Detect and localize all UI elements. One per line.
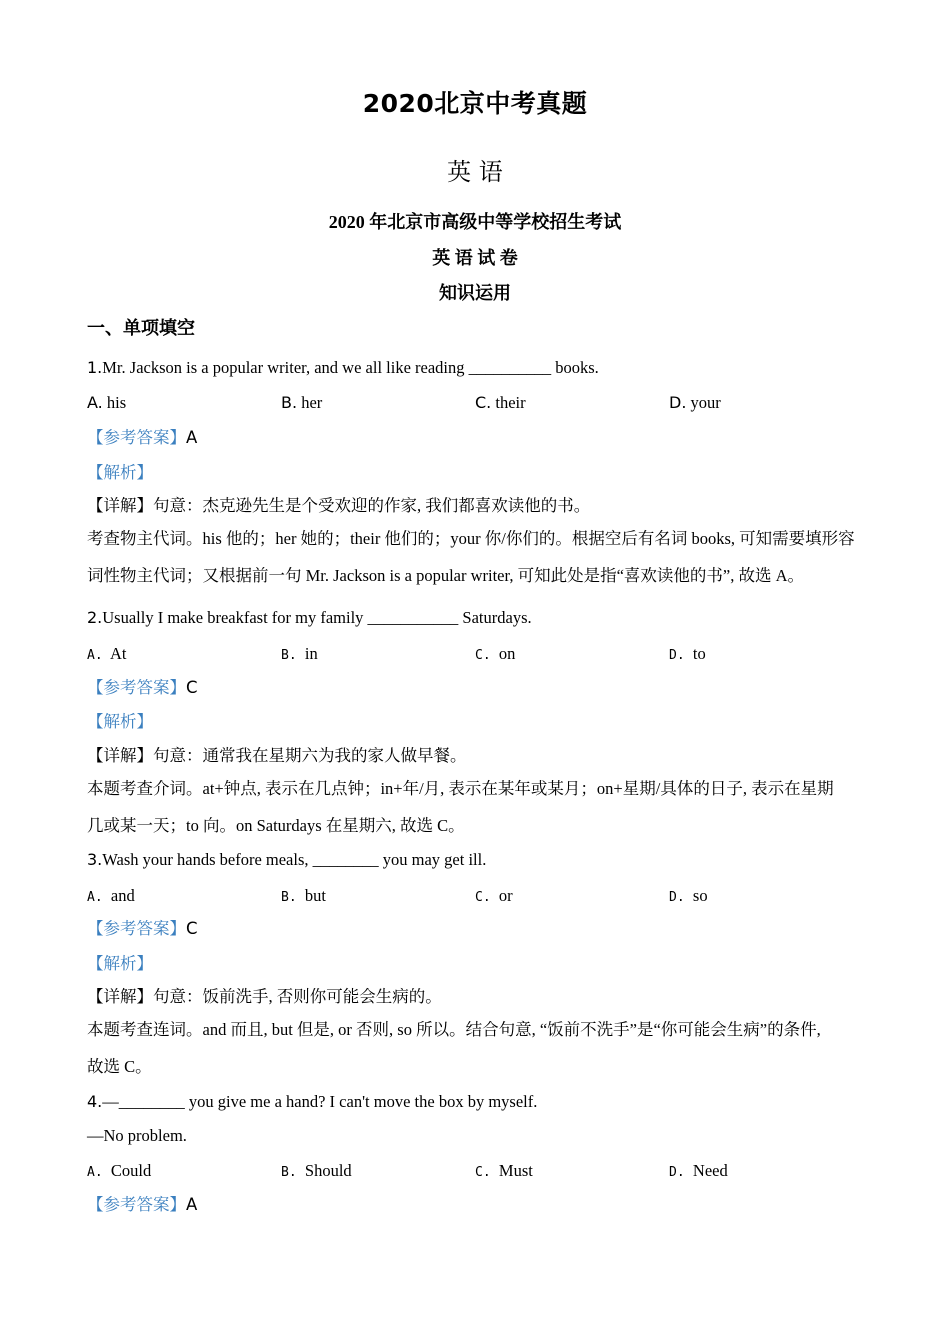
subject-heading: 英 语 (447, 158, 503, 186)
analysis-label: 【解析】 (87, 463, 153, 482)
option-text: and (110, 886, 135, 905)
analysis-label: 【解析】 (87, 712, 153, 731)
question-number: 4. (87, 1092, 103, 1111)
option-b (281, 1160, 352, 1184)
option-text: so (692, 886, 708, 905)
option-letter: A. (87, 1165, 103, 1180)
option-text: your (690, 393, 721, 412)
question-stem (87, 849, 486, 871)
question-stem (87, 607, 532, 629)
option-a (87, 392, 126, 414)
option-a (87, 885, 135, 909)
answer-value: C (186, 919, 198, 938)
analysis-label: 【解析】 (87, 954, 153, 973)
answer-value: A (186, 1195, 198, 1214)
explain-line: 词性物主代词；又根据前一句 Mr. Jackson is a popular writer, 可知此处是指“喜欢读他的书”, 故选 A。 (87, 566, 805, 585)
section-heading: 一、单项填空 (87, 318, 195, 339)
option-letter: A. (87, 890, 103, 905)
option-letter: B. (281, 890, 297, 905)
question-stem (87, 1091, 537, 1113)
option-letter: C. (475, 648, 491, 663)
answer-label: 【参考答案】 (87, 919, 186, 938)
option-text: but (304, 886, 326, 905)
answer-line (87, 677, 198, 699)
option-c (475, 392, 526, 414)
option-letter: C. (475, 890, 491, 905)
question-text: —________ you give me a hand? I can't move the box by myself. (102, 1092, 538, 1111)
option-letter: B. (281, 393, 298, 412)
option-c (475, 1160, 533, 1184)
option-b (281, 392, 322, 414)
option-text: on (498, 644, 516, 663)
option-text: his (106, 393, 127, 412)
option-d (669, 1160, 728, 1184)
option-text: their (495, 393, 526, 412)
option-b (281, 643, 318, 667)
option-text: or (498, 886, 513, 905)
answer-value: C (186, 678, 198, 697)
explain-line: 本题考查连词。and 而且, but 但是, or 否则, so 所以。结合句意, “饭前不洗手”是“你可能会生病”的条件, (87, 1020, 821, 1039)
option-letter: C. (475, 1165, 491, 1180)
option-text: her (301, 393, 323, 412)
option-letter: C. (475, 393, 492, 412)
explain-line: 几或某一天；to 向。on Saturdays 在星期六, 故选 C。 (87, 816, 465, 835)
explain-line: 故选 C。 (87, 1057, 152, 1076)
option-text: Must (498, 1161, 533, 1180)
option-text: Could (110, 1161, 152, 1180)
answer-line (87, 918, 198, 940)
option-d (669, 885, 708, 909)
question-text: Usually I make breakfast for my family ___________ Saturdays. (102, 608, 532, 627)
detail-line: 【详解】句意：饭前洗手, 否则你可能会生病的。 (87, 987, 442, 1006)
option-b (281, 885, 326, 909)
option-letter: B. (281, 1165, 297, 1180)
option-text: Need (692, 1161, 728, 1180)
option-letter: D. (669, 1165, 685, 1180)
option-letter: D. (669, 648, 685, 663)
option-d (669, 643, 706, 667)
detail-line: 【详解】句意：通常我在星期六为我的家人做早餐。 (87, 746, 467, 765)
question-stem (87, 357, 599, 379)
option-a (87, 1160, 151, 1184)
question-number: 1. (87, 358, 103, 377)
option-letter: B. (281, 648, 297, 663)
option-text: Should (304, 1161, 352, 1180)
question-text: Mr. Jackson is a popular writer, and we all like reading __________ books. (102, 358, 599, 377)
option-text: in (304, 644, 318, 663)
explain-line: 本题考查介词。at+钟点, 表示在几点钟；in+年/月, 表示在某年或某月；on+星期/具体的日子, 表示在星期 (87, 779, 834, 798)
part-name: 知识运用 (439, 283, 511, 303)
answer-value: A (186, 428, 198, 447)
question-number: 3. (87, 850, 103, 869)
answer-line (87, 427, 197, 449)
option-text: At (110, 644, 127, 663)
question-number: 2. (87, 608, 103, 627)
answer-label: 【参考答案】 (87, 428, 186, 447)
question-text: Wash your hands before meals, ________ you may get ill. (102, 850, 487, 869)
option-c (475, 643, 515, 667)
answer-line (87, 1194, 197, 1216)
option-text: to (692, 644, 706, 663)
option-letter: D. (669, 393, 687, 412)
answer-label: 【参考答案】 (87, 678, 186, 697)
option-letter: D. (669, 890, 685, 905)
explain-line: 考查物主代词。his 他的；her 她的；their 他们的；your 你/你们的。根据空后有名词 books, 可知需要填形容 (87, 529, 855, 548)
exam-name: 2020 年北京市高级中等学校招生考试 (328, 212, 622, 232)
option-a (87, 643, 127, 667)
detail-line: 【详解】句意：杰克逊先生是个受欢迎的作家, 我们都喜欢读他的书。 (87, 496, 591, 515)
paper-name: 英 语 试 卷 (432, 248, 518, 268)
answer-label: 【参考答案】 (87, 1195, 186, 1214)
page-title: 2020北京中考真题 (362, 89, 588, 118)
option-letter: A. (87, 648, 103, 663)
question-response: —No problem. (87, 1126, 187, 1145)
option-d (669, 392, 721, 414)
option-c (475, 885, 513, 909)
option-letter: A. (87, 393, 103, 412)
